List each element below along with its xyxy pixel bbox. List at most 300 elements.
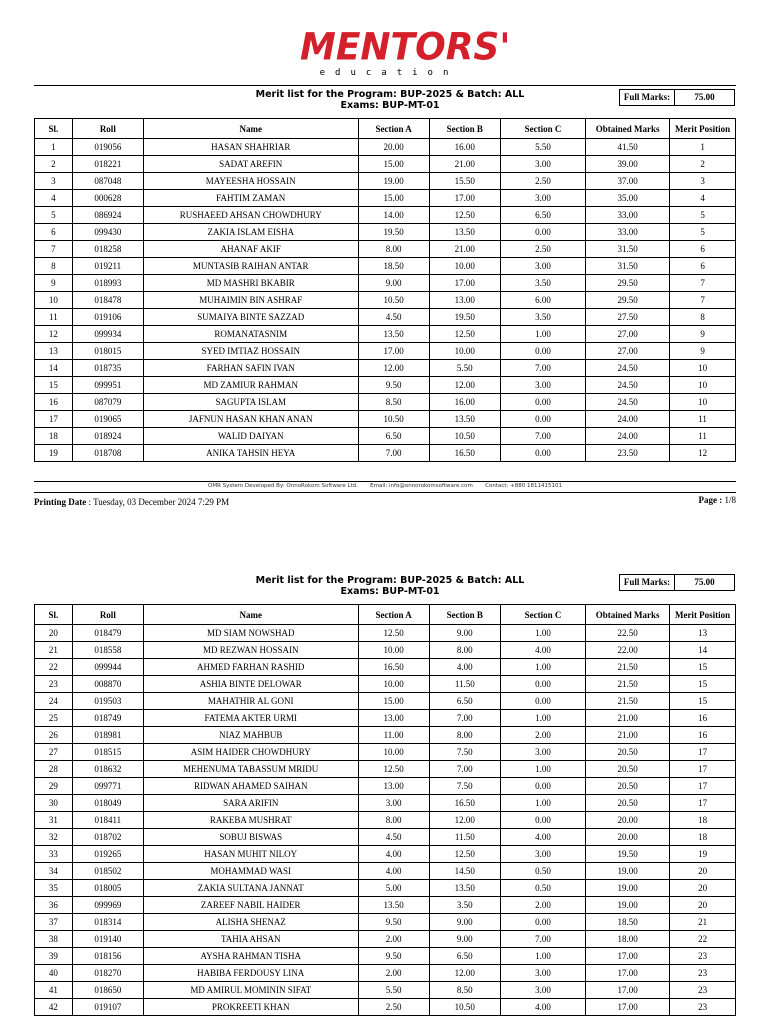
cell-merit-position: 13 <box>670 625 736 642</box>
cell-merit-position: 12 <box>670 445 736 462</box>
cell-section-a: 17.00 <box>358 343 429 360</box>
cell-sl: 4 <box>35 190 73 207</box>
cell-roll: 018258 <box>72 241 143 258</box>
table-row <box>35 744 736 761</box>
cell-obtained-marks: 19.00 <box>586 897 670 914</box>
cell-merit-position: 19 <box>670 846 736 863</box>
table-row <box>35 795 736 812</box>
cell-section-a: 13.50 <box>358 326 429 343</box>
cell-sl: 30 <box>35 795 73 812</box>
full-marks-label: Full Marks: <box>620 575 675 590</box>
table-row <box>35 642 736 659</box>
cell-name: ASHIA BINTE DELOWAR <box>143 676 358 693</box>
footer-email: Email: info@onnorokomsoftware.com <box>370 483 473 489</box>
cell-section-b: 15.50 <box>429 173 500 190</box>
cell-sl: 15 <box>35 377 73 394</box>
cell-roll: 018156 <box>72 948 143 965</box>
cell-sl: 26 <box>35 727 73 744</box>
cell-sl: 35 <box>35 880 73 897</box>
table-row <box>35 326 736 343</box>
cell-name: ROMANATASNIM <box>143 326 358 343</box>
cell-sl: 5 <box>35 207 73 224</box>
cell-section-a: 3.00 <box>358 795 429 812</box>
cell-section-a: 13.50 <box>358 897 429 914</box>
cell-obtained-marks: 37.00 <box>586 173 670 190</box>
cell-obtained-marks: 19.00 <box>586 880 670 897</box>
table-row <box>35 948 736 965</box>
col-header-section-c: Section C <box>500 119 585 139</box>
table-header-row <box>35 605 736 625</box>
table-row <box>35 275 736 292</box>
cell-section-b: 6.50 <box>429 948 500 965</box>
cell-roll: 087079 <box>72 394 143 411</box>
cell-section-b: 8.00 <box>429 727 500 744</box>
cell-section-a: 15.00 <box>358 156 429 173</box>
cell-name: TAHIA AHSAN <box>143 931 358 948</box>
cell-roll: 018270 <box>72 965 143 982</box>
table-row <box>35 710 736 727</box>
cell-roll: 000628 <box>72 190 143 207</box>
cell-merit-position: 8 <box>670 309 736 326</box>
cell-merit-position: 11 <box>670 428 736 445</box>
cell-merit-position: 10 <box>670 377 736 394</box>
cell-obtained-marks: 21.50 <box>586 659 670 676</box>
table-row <box>35 965 736 982</box>
col-header-sl: Sl. <box>35 605 73 625</box>
cell-merit-position: 3 <box>670 173 736 190</box>
cell-merit-position: 6 <box>670 258 736 275</box>
cell-obtained-marks: 18.00 <box>586 931 670 948</box>
cell-section-a: 9.50 <box>358 377 429 394</box>
col-header-sl: Sl. <box>35 119 73 139</box>
cell-roll: 018515 <box>72 744 143 761</box>
cell-merit-position: 17 <box>670 761 736 778</box>
cell-section-b: 11.50 <box>429 829 500 846</box>
col-header-section-a: Section A <box>358 605 429 625</box>
cell-section-b: 12.50 <box>429 846 500 863</box>
cell-name: PROKREETI KHAN <box>143 999 358 1016</box>
cell-section-a: 12.50 <box>358 761 429 778</box>
cell-obtained-marks: 29.50 <box>586 275 670 292</box>
cell-section-c: 6.00 <box>500 292 585 309</box>
cell-section-b: 12.00 <box>429 812 500 829</box>
cell-sl: 6 <box>35 224 73 241</box>
cell-section-a: 10.50 <box>358 292 429 309</box>
cell-section-b: 9.00 <box>429 625 500 642</box>
cell-sl: 1 <box>35 139 73 156</box>
cell-section-a: 19.50 <box>358 224 429 241</box>
cell-section-b: 10.00 <box>429 343 500 360</box>
cell-merit-position: 22 <box>670 931 736 948</box>
exam-title: Exams: BUP-MT-01 <box>340 100 440 111</box>
cell-section-c: 7.00 <box>500 931 585 948</box>
cell-section-a: 5.00 <box>358 880 429 897</box>
cell-section-b: 19.50 <box>429 309 500 326</box>
cell-section-c: 2.00 <box>500 727 585 744</box>
cell-section-a: 20.00 <box>358 139 429 156</box>
cell-section-b: 10.50 <box>429 428 500 445</box>
full-marks-box <box>619 574 735 591</box>
cell-sl: 32 <box>35 829 73 846</box>
cell-section-c: 1.00 <box>500 659 585 676</box>
cell-section-c: 3.00 <box>500 377 585 394</box>
cell-obtained-marks: 24.50 <box>586 394 670 411</box>
table-row <box>35 394 736 411</box>
cell-section-a: 18.50 <box>358 258 429 275</box>
cell-obtained-marks: 31.50 <box>586 258 670 275</box>
cell-merit-position: 7 <box>670 292 736 309</box>
table-row <box>35 292 736 309</box>
table-row <box>35 914 736 931</box>
cell-merit-position: 2 <box>670 156 736 173</box>
page2-heading <box>200 575 580 597</box>
cell-section-b: 13.50 <box>429 880 500 897</box>
table-row <box>35 625 736 642</box>
cell-section-b: 9.00 <box>429 914 500 931</box>
cell-section-a: 9.50 <box>358 948 429 965</box>
cell-section-c: 0.00 <box>500 445 585 462</box>
cell-section-a: 2.50 <box>358 999 429 1016</box>
mentors-logo <box>300 25 511 82</box>
cell-sl: 3 <box>35 173 73 190</box>
cell-obtained-marks: 19.00 <box>586 863 670 880</box>
cell-sl: 13 <box>35 343 73 360</box>
cell-section-b: 5.50 <box>429 360 500 377</box>
cell-section-a: 8.00 <box>358 812 429 829</box>
table-row <box>35 139 736 156</box>
cell-sl: 38 <box>35 931 73 948</box>
cell-obtained-marks: 33.00 <box>586 224 670 241</box>
cell-merit-position: 9 <box>670 326 736 343</box>
cell-name: MUNTASIB RAIHAN ANTAR <box>143 258 358 275</box>
col-header-section-c: Section C <box>500 605 585 625</box>
cell-section-b: 3.50 <box>429 897 500 914</box>
cell-obtained-marks: 20.50 <box>586 744 670 761</box>
cell-roll: 018735 <box>72 360 143 377</box>
cell-merit-position: 18 <box>670 829 736 846</box>
cell-section-c: 0.00 <box>500 394 585 411</box>
cell-obtained-marks: 23.50 <box>586 445 670 462</box>
cell-sl: 17 <box>35 411 73 428</box>
cell-merit-position: 5 <box>670 224 736 241</box>
cell-sl: 16 <box>35 394 73 411</box>
col-header-section-a: Section A <box>358 119 429 139</box>
cell-section-b: 13.50 <box>429 224 500 241</box>
col-header-name: Name <box>143 119 358 139</box>
col-header-name: Name <box>143 605 358 625</box>
cell-obtained-marks: 19.50 <box>586 846 670 863</box>
cell-roll: 018924 <box>72 428 143 445</box>
cell-name: SADAT AREFIN <box>143 156 358 173</box>
cell-section-c: 3.00 <box>500 982 585 999</box>
cell-section-c: 3.00 <box>500 965 585 982</box>
cell-section-a: 8.00 <box>358 241 429 258</box>
cell-section-a: 4.00 <box>358 863 429 880</box>
cell-section-a: 8.50 <box>358 394 429 411</box>
col-header-merit-position: Merit Position <box>670 605 736 625</box>
cell-section-c: 0.00 <box>500 812 585 829</box>
cell-roll: 008870 <box>72 676 143 693</box>
cell-sl: 31 <box>35 812 73 829</box>
cell-sl: 34 <box>35 863 73 880</box>
cell-roll: 018981 <box>72 727 143 744</box>
page1-heading <box>200 89 580 111</box>
cell-section-c: 0.00 <box>500 778 585 795</box>
cell-merit-position: 20 <box>670 897 736 914</box>
cell-merit-position: 15 <box>670 693 736 710</box>
cell-sl: 41 <box>35 982 73 999</box>
cell-obtained-marks: 21.00 <box>586 710 670 727</box>
table-row <box>35 982 736 999</box>
cell-obtained-marks: 27.00 <box>586 343 670 360</box>
table-row <box>35 343 736 360</box>
cell-obtained-marks: 17.00 <box>586 948 670 965</box>
cell-section-a: 4.50 <box>358 309 429 326</box>
cell-roll: 018650 <box>72 982 143 999</box>
cell-obtained-marks: 24.50 <box>586 360 670 377</box>
cell-section-b: 9.00 <box>429 931 500 948</box>
table-row <box>35 377 736 394</box>
footer-developer: OMR System Developed By: OnnoRokom Software Ltd. <box>208 483 358 489</box>
cell-section-b: 8.50 <box>429 982 500 999</box>
table-row <box>35 659 736 676</box>
cell-merit-position: 17 <box>670 744 736 761</box>
cell-obtained-marks: 24.00 <box>586 411 670 428</box>
cell-section-a: 12.00 <box>358 360 429 377</box>
cell-sl: 36 <box>35 897 73 914</box>
cell-section-c: 6.50 <box>500 207 585 224</box>
cell-name: MD MASHRI BKABIR <box>143 275 358 292</box>
page-number <box>660 495 736 505</box>
cell-section-c: 1.00 <box>500 326 585 343</box>
cell-obtained-marks: 17.00 <box>586 999 670 1016</box>
cell-section-a: 10.00 <box>358 676 429 693</box>
cell-merit-position: 4 <box>670 190 736 207</box>
table-row <box>35 428 736 445</box>
merit-table-page1 <box>34 118 736 462</box>
cell-sl: 18 <box>35 428 73 445</box>
cell-merit-position: 7 <box>670 275 736 292</box>
table-row <box>35 676 736 693</box>
cell-sl: 39 <box>35 948 73 965</box>
cell-roll: 019140 <box>72 931 143 948</box>
cell-section-b: 17.00 <box>429 275 500 292</box>
cell-section-c: 0.00 <box>500 343 585 360</box>
cell-obtained-marks: 22.50 <box>586 625 670 642</box>
cell-obtained-marks: 41.50 <box>586 139 670 156</box>
cell-merit-position: 16 <box>670 727 736 744</box>
cell-name: ANIKA TAHSIN HEYA <box>143 445 358 462</box>
cell-merit-position: 10 <box>670 360 736 377</box>
printing-date-value: : Tuesday, 03 December 2024 7:29 PM <box>88 497 230 507</box>
cell-section-b: 12.50 <box>429 326 500 343</box>
cell-section-b: 4.00 <box>429 659 500 676</box>
cell-merit-position: 15 <box>670 659 736 676</box>
table-row <box>35 360 736 377</box>
cell-roll: 019065 <box>72 411 143 428</box>
full-marks-label: Full Marks: <box>620 90 675 105</box>
cell-name: MD REZWAN HOSSAIN <box>143 642 358 659</box>
table-row <box>35 258 736 275</box>
cell-obtained-marks: 18.50 <box>586 914 670 931</box>
full-marks-box <box>619 89 735 106</box>
cell-merit-position: 21 <box>670 914 736 931</box>
cell-section-c: 2.00 <box>500 897 585 914</box>
table-header-row <box>35 119 736 139</box>
table-row <box>35 897 736 914</box>
cell-name: ASIM HAIDER CHOWDHURY <box>143 744 358 761</box>
cell-merit-position: 23 <box>670 965 736 982</box>
cell-merit-position: 11 <box>670 411 736 428</box>
cell-section-a: 19.00 <box>358 173 429 190</box>
header-rule <box>34 85 736 86</box>
cell-section-b: 12.00 <box>429 965 500 982</box>
cell-section-c: 0.00 <box>500 914 585 931</box>
cell-name: MEHENUMA TABASSUM MRIDU <box>143 761 358 778</box>
cell-obtained-marks: 35.00 <box>586 190 670 207</box>
cell-sl: 2 <box>35 156 73 173</box>
cell-section-c: 0.00 <box>500 224 585 241</box>
cell-section-c: 0.50 <box>500 863 585 880</box>
col-header-merit-position: Merit Position <box>670 119 736 139</box>
cell-section-c: 7.00 <box>500 360 585 377</box>
cell-roll: 019503 <box>72 693 143 710</box>
footer-contact: Contact: +880 1811415101 <box>485 483 562 489</box>
cell-section-c: 2.50 <box>500 173 585 190</box>
cell-name: HABIBA FERDOUSY LINA <box>143 965 358 982</box>
cell-section-b: 14.50 <box>429 863 500 880</box>
cell-section-c: 3.50 <box>500 275 585 292</box>
table-row <box>35 224 736 241</box>
cell-merit-position: 5 <box>670 207 736 224</box>
table-row <box>35 829 736 846</box>
cell-section-c: 4.00 <box>500 642 585 659</box>
cell-section-a: 9.50 <box>358 914 429 931</box>
cell-obtained-marks: 17.00 <box>586 965 670 982</box>
table-row <box>35 445 736 462</box>
cell-name: WALID DAIYAN <box>143 428 358 445</box>
cell-name: MAHATHIR AL GONI <box>143 693 358 710</box>
cell-section-b: 13.00 <box>429 292 500 309</box>
cell-merit-position: 1 <box>670 139 736 156</box>
cell-section-b: 8.00 <box>429 642 500 659</box>
cell-section-b: 10.50 <box>429 999 500 1016</box>
cell-section-b: 12.50 <box>429 207 500 224</box>
cell-merit-position: 14 <box>670 642 736 659</box>
cell-sl: 40 <box>35 965 73 982</box>
cell-section-a: 10.50 <box>358 411 429 428</box>
cell-name: SOBUJ BISWAS <box>143 829 358 846</box>
cell-roll: 018411 <box>72 812 143 829</box>
cell-obtained-marks: 22.00 <box>586 642 670 659</box>
cell-merit-position: 18 <box>670 812 736 829</box>
cell-name: ZAKIA SULTANA JANNAT <box>143 880 358 897</box>
cell-roll: 099944 <box>72 659 143 676</box>
cell-section-b: 16.00 <box>429 139 500 156</box>
cell-roll: 019265 <box>72 846 143 863</box>
table-row <box>35 778 736 795</box>
logo-brand: MENTORS' <box>300 25 511 69</box>
cell-section-b: 11.50 <box>429 676 500 693</box>
col-header-obtained-marks: Obtained Marks <box>586 119 670 139</box>
cell-roll: 018702 <box>72 829 143 846</box>
cell-sl: 28 <box>35 761 73 778</box>
program-title: Merit list for the Program: BUP-2025 & Batch: ALL <box>255 89 525 100</box>
cell-sl: 14 <box>35 360 73 377</box>
cell-name: FARHAN SAFIN IVAN <box>143 360 358 377</box>
footer-rule-top <box>34 481 736 482</box>
cell-section-b: 21.00 <box>429 156 500 173</box>
cell-roll: 019211 <box>72 258 143 275</box>
cell-section-b: 12.00 <box>429 377 500 394</box>
cell-sl: 22 <box>35 659 73 676</box>
cell-name: SYED IMTIAZ HOSSAIN <box>143 343 358 360</box>
col-header-section-b: Section B <box>429 119 500 139</box>
table-row <box>35 880 736 897</box>
cell-section-c: 3.50 <box>500 309 585 326</box>
table-row <box>35 863 736 880</box>
cell-section-a: 4.50 <box>358 829 429 846</box>
cell-section-a: 10.00 <box>358 744 429 761</box>
col-header-roll: Roll <box>72 119 143 139</box>
cell-section-b: 7.00 <box>429 761 500 778</box>
cell-section-a: 13.00 <box>358 778 429 795</box>
cell-section-c: 3.00 <box>500 190 585 207</box>
table-row <box>35 812 736 829</box>
cell-name: MD SIAM NOWSHAD <box>143 625 358 642</box>
page-number-value: 1/8 <box>724 495 736 505</box>
cell-sl: 9 <box>35 275 73 292</box>
cell-roll: 018221 <box>72 156 143 173</box>
cell-name: MD ZAMIUR RAHMAN <box>143 377 358 394</box>
exam-title: Exams: BUP-MT-01 <box>340 586 440 597</box>
cell-roll: 018708 <box>72 445 143 462</box>
cell-name: MAYEESHA HOSSAIN <box>143 173 358 190</box>
cell-obtained-marks: 33.00 <box>586 207 670 224</box>
table-row <box>35 761 736 778</box>
cell-section-c: 1.00 <box>500 948 585 965</box>
cell-merit-position: 16 <box>670 710 736 727</box>
cell-obtained-marks: 27.50 <box>586 309 670 326</box>
cell-roll: 018049 <box>72 795 143 812</box>
cell-roll: 019056 <box>72 139 143 156</box>
cell-sl: 27 <box>35 744 73 761</box>
cell-section-c: 0.00 <box>500 676 585 693</box>
col-header-obtained-marks: Obtained Marks <box>586 605 670 625</box>
cell-roll: 099430 <box>72 224 143 241</box>
cell-name: SAGUPTA ISLAM <box>143 394 358 411</box>
cell-name: HASAN SHAHRIAR <box>143 139 358 156</box>
cell-section-a: 12.50 <box>358 625 429 642</box>
cell-section-c: 3.00 <box>500 156 585 173</box>
cell-section-b: 17.00 <box>429 190 500 207</box>
cell-name: ZAREEF NABIL HAIDER <box>143 897 358 914</box>
cell-section-b: 13.50 <box>429 411 500 428</box>
cell-obtained-marks: 20.00 <box>586 829 670 846</box>
cell-merit-position: 20 <box>670 880 736 897</box>
cell-name: MD AMIRUL MOMININ SIFAT <box>143 982 358 999</box>
cell-section-c: 3.00 <box>500 846 585 863</box>
cell-obtained-marks: 24.50 <box>586 377 670 394</box>
cell-merit-position: 23 <box>670 999 736 1016</box>
cell-name: AHMED FARHAN RASHID <box>143 659 358 676</box>
cell-section-c: 1.00 <box>500 710 585 727</box>
cell-section-c: 1.00 <box>500 795 585 812</box>
cell-obtained-marks: 29.50 <box>586 292 670 309</box>
printing-date-label: Printing Date <box>34 497 87 507</box>
cell-merit-position: 17 <box>670 778 736 795</box>
cell-section-a: 2.00 <box>358 931 429 948</box>
